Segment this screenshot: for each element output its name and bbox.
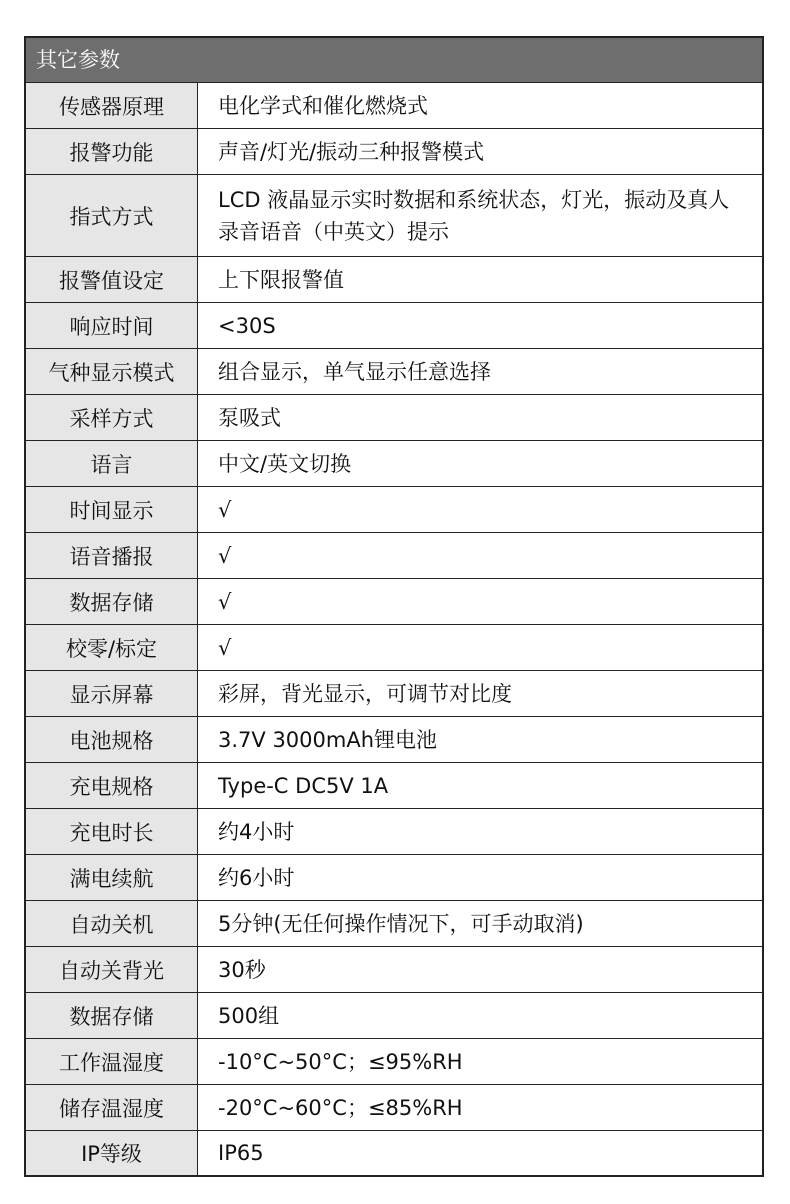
table-row <box>26 83 762 129</box>
row-value: 电化学式和催化燃烧式 <box>218 93 428 118</box>
table-row <box>26 175 762 257</box>
row-value: √ <box>218 589 232 614</box>
table-row <box>26 303 762 349</box>
row-value: 中文/英文切换 <box>218 451 352 476</box>
row-label: 响应时间 <box>26 303 198 348</box>
row-label: 自动关机 <box>26 901 198 946</box>
spec-table-header: 其它参数 <box>26 38 762 83</box>
table-row <box>26 947 762 993</box>
table-row <box>26 1085 762 1131</box>
row-label: 采样方式 <box>26 395 198 440</box>
table-row <box>26 809 762 855</box>
table-row <box>26 257 762 303</box>
spec-table-body <box>26 83 762 1175</box>
spec-table <box>24 36 764 1177</box>
table-row <box>26 441 762 487</box>
row-value: <30S <box>218 313 276 338</box>
row-label: 报警功能 <box>26 129 198 174</box>
table-row <box>26 763 762 809</box>
table-row <box>26 533 762 579</box>
row-value: 3.7V 3000mAh锂电池 <box>218 727 438 752</box>
row-value: 上下限报警值 <box>218 267 344 292</box>
row-value: 约4小时 <box>218 819 295 844</box>
row-label: 储存温湿度 <box>26 1085 198 1130</box>
row-label: IP等级 <box>26 1131 198 1175</box>
row-label: 数据存储 <box>26 993 198 1038</box>
row-label: 数据存储 <box>26 579 198 624</box>
row-value: -10°C~50°C；≤95%RH <box>218 1049 463 1074</box>
row-value: √ <box>218 635 232 660</box>
row-label: 自动关背光 <box>26 947 198 992</box>
table-row <box>26 579 762 625</box>
row-value: 500组 <box>218 1003 280 1028</box>
table-row <box>26 625 762 671</box>
table-row <box>26 129 762 175</box>
row-value: Type-C DC5V 1A <box>218 773 389 798</box>
row-value: 声音/灯光/振动三种报警模式 <box>218 139 485 164</box>
row-value: 30秒 <box>218 957 266 982</box>
row-label: 工作温湿度 <box>26 1039 198 1084</box>
row-label: 传感器原理 <box>26 83 198 128</box>
row-label: 语言 <box>26 441 198 486</box>
row-label: 语音播报 <box>26 533 198 578</box>
row-label: 充电时长 <box>26 809 198 854</box>
table-row <box>26 717 762 763</box>
table-row <box>26 395 762 441</box>
table-row <box>26 671 762 717</box>
row-label: 满电续航 <box>26 855 198 900</box>
row-label: 电池规格 <box>26 717 198 762</box>
table-row <box>26 1131 762 1175</box>
table-row <box>26 349 762 395</box>
table-row <box>26 487 762 533</box>
row-value: LCD 液晶显示实时数据和系统状态，灯光，振动及真人录音语音（中英文）提示 <box>218 187 730 244</box>
row-label: 报警值设定 <box>26 257 198 302</box>
row-value: 约6小时 <box>218 865 295 890</box>
row-value: 泵吸式 <box>218 405 281 430</box>
row-value: -20°C~60°C；≤85%RH <box>218 1095 463 1120</box>
row-label: 充电规格 <box>26 763 198 808</box>
row-label: 显示屏幕 <box>26 671 198 716</box>
row-label: 校零/标定 <box>26 625 198 670</box>
table-row <box>26 855 762 901</box>
row-label: 指式方式 <box>26 175 198 256</box>
row-label: 时间显示 <box>26 487 198 532</box>
row-label: 气种显示模式 <box>26 349 198 394</box>
table-row <box>26 993 762 1039</box>
row-value: √ <box>218 543 232 568</box>
row-value: √ <box>218 497 232 522</box>
row-value: 5分钟(无任何操作情况下，可手动取消) <box>218 911 584 936</box>
row-value: IP65 <box>218 1141 264 1165</box>
row-value: 彩屏，背光显示，可调节对比度 <box>218 681 512 706</box>
table-row <box>26 1039 762 1085</box>
row-value: 组合显示，单气显示任意选择 <box>218 359 491 384</box>
table-row <box>26 901 762 947</box>
